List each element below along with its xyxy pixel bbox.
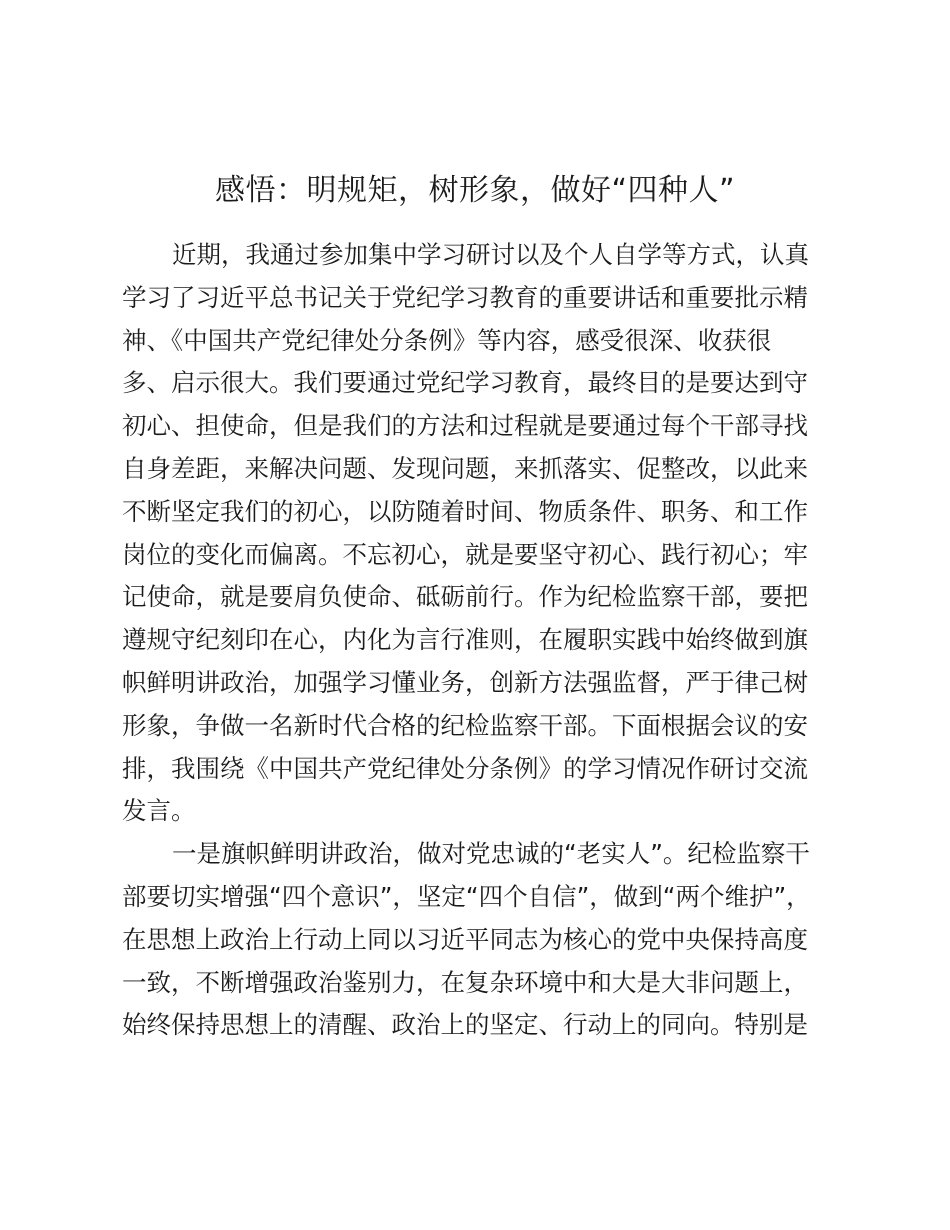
- paragraph-line: 一是旗帜鲜明讲政治，做对党忠诚的“老实人”。纪检监察干: [172, 839, 810, 869]
- paragraph-line: 排，我围绕《中国共产党纪律处分条例》的学习情况作研讨交流: [122, 753, 808, 783]
- paragraph-line: 部要切实增强“四个意识”，坚定“四个自信”，做到“两个维护”，: [122, 881, 811, 911]
- paragraph-line: 近期，我通过参加集中学习研讨以及个人自学等方式，认真: [172, 240, 809, 269]
- paragraph-line: 始终保持思想上的清醒、政治上的坚定、行动上的同向。特别是: [122, 1010, 808, 1040]
- paragraph-line: 学习了习近平总书记关于党纪学习教育的重要讲话和重要批示精: [122, 282, 808, 312]
- paragraph-line: 神、《中国共产党纪律处分条例》等内容，感受很深、收获很: [122, 325, 772, 355]
- document-title: 感悟：明规矩，树形象，做好“四种人”: [214, 173, 736, 208]
- paragraph-line: 多、启示很大。我们要通过党纪学习教育，最终目的是要达到守: [122, 368, 808, 398]
- paragraph-line: 一致，不断增强政治鉴别力，在复杂环境中和大是大非问题上，: [122, 967, 808, 997]
- paragraph-line: 遵规守纪刻印在心，内化为言行准则，在履职实践中始终做到旗: [122, 625, 808, 655]
- document-body: [122, 234, 822, 1047]
- paragraph-line: 记使命，就是要肩负使命、砥砺前行。作为纪检监察干部，要把: [122, 582, 808, 612]
- paragraph-line: 形象，争做一名新时代合格的纪检监察干部。下面根据会议的安: [122, 710, 808, 740]
- paragraph-line: 自身差距，来解决问题、发现问题，来抓落实、促整改，以此来: [122, 453, 808, 483]
- paragraph-1: [122, 234, 822, 833]
- paragraph-line: 帜鲜明讲政治，加强学习懂业务，创新方法强监督，严于律己树: [122, 667, 808, 697]
- paragraph-line: 不断坚定我们的初心，以防随着时间、物质条件、职务、和工作: [122, 496, 808, 526]
- paragraph-line: 初心、担使命，但是我们的方法和过程就是要通过每个干部寻找: [122, 411, 808, 441]
- paragraph-line: 岗位的变化而偏离。不忘初心，就是要坚守初心、践行初心；牢: [122, 539, 808, 569]
- paragraph-2: [122, 833, 822, 1047]
- paragraph-line: 发言。: [122, 796, 196, 826]
- paragraph-line: 在思想上政治上行动上同以习近平同志为核心的党中央保持高度: [122, 924, 808, 954]
